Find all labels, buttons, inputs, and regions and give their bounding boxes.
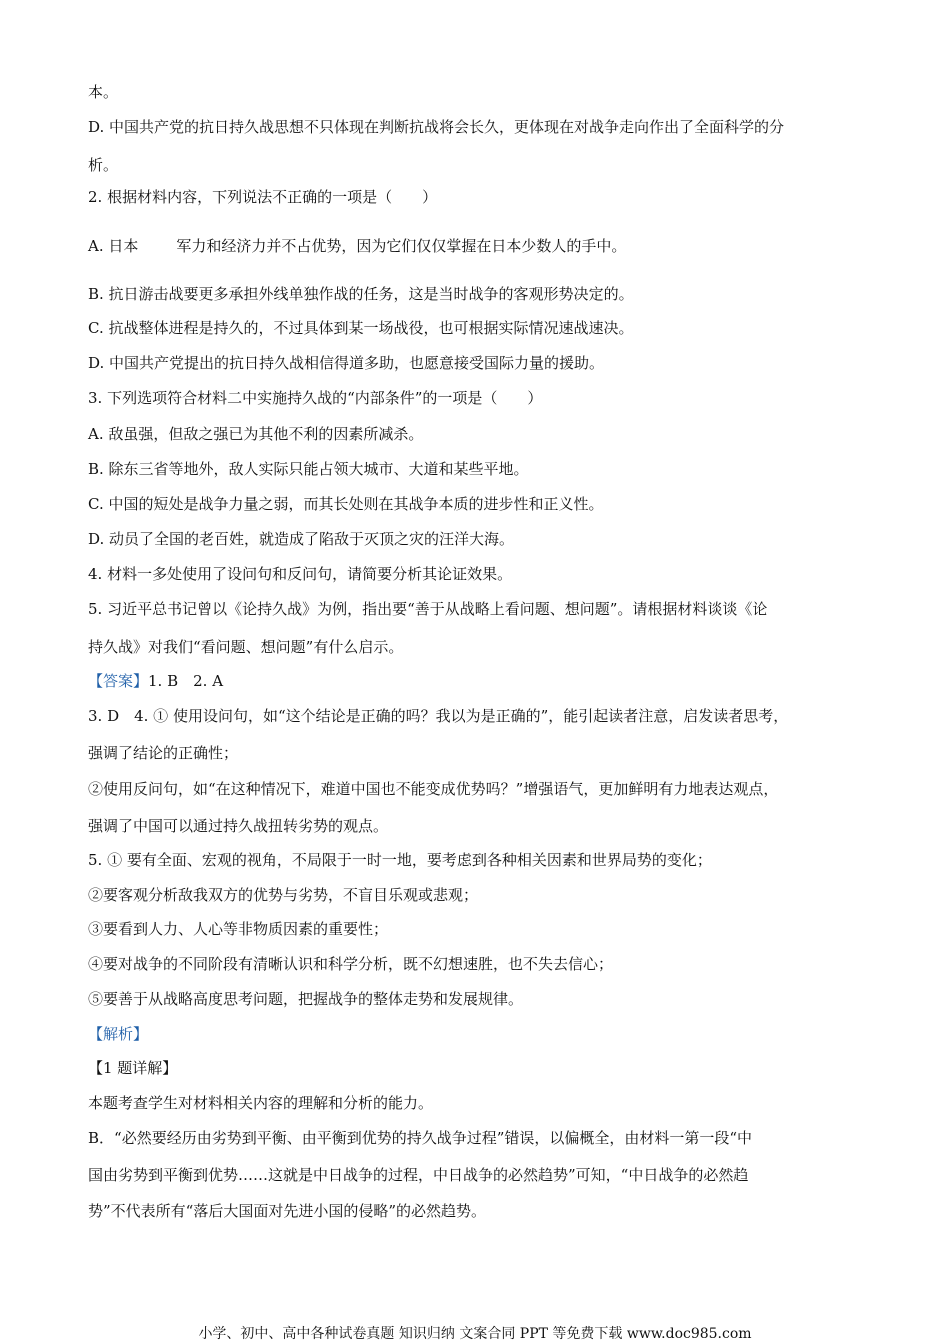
text-line: 持久战》对我们“看问题、想问题”有什么启示。 (88, 638, 404, 656)
option-2c: C. 抗战整体进程是持久的，不过具体到某一场战役，也可根据实际情况速战速决。 (88, 319, 634, 337)
page-footer: 小学、初中、高中各种试卷真题 知识归纳 文案合同 PPT 等免费下载 www.doc985.com (198, 1326, 752, 1342)
question-2-stem: 2. 根据材料内容，下列说法不正确的一项是（ ） (88, 188, 438, 206)
text-line: 国由劣势到平衡到优势……这就是中日战争的过程，中日战争的必然趋势”可知，“中日战争的必然趋 (88, 1166, 749, 1184)
question-4-stem: 4. 材料一多处使用了设问句和反问句，请简要分析其论证效果。 (88, 565, 513, 583)
option-3a: A. 敌虽强，但敌之强已为其他不利的因素所减杀。 (88, 425, 424, 443)
question-3-stem: 3. 下列选项符合材料二中实施持久战的“内部条件”的一项是（ ） (88, 389, 543, 407)
answer-4-line: 3. D 4. ① 使用设问句，如“这个结论是正确的吗？我以为是正确的”，能引起读者注意，启发读者思考， (88, 707, 789, 725)
detail-heading: 【1 题详解】 (88, 1059, 178, 1077)
answer-line (88, 671, 878, 691)
text-line: 强调了结论的正确性； (88, 744, 239, 762)
option-2a-label: A. 日本 (88, 237, 139, 255)
answer-4-item-2: ②使用反问句，如“在这种情况下，难道中国也不能变成优势吗？”增强语气，更加鲜明有力地表达观点， (88, 780, 779, 798)
text-line: 强调了中国可以通过持久战扭转劣势的观点。 (88, 817, 389, 835)
answer-text: 1. B 2. A (148, 672, 224, 690)
option-2a-text: 军力和经济力并不占优势，因为它们仅仅掌握在日本少数人的手中。 (176, 237, 627, 255)
text-line: 析。 (88, 156, 119, 174)
text-line: D. 中国共产党的抗日持久战思想不只体现在判断抗战将会长久，更体现在对战争走向作出了全面科学的分 (88, 118, 785, 136)
text-line: 本题考查学生对材料相关内容的理解和分析的能力。 (88, 1094, 434, 1112)
option-3b: B. 除东三省等地外，敌人实际只能占领大城市、大道和某些平地。 (88, 460, 529, 478)
analysis-b-line: B．“必然要经历由劣势到平衡、由平衡到优势的持久战争过程”错误，以偏概全，由材料一第一段“中 (88, 1129, 753, 1147)
option-2b: B. 抗日游击战要更多承担外线单独作战的任务，这是当时战争的客观形势决定的。 (88, 285, 634, 303)
question-5-stem: 5. 习近平总书记曾以《论持久战》为例，指出要“善于从战略上看问题、想问题”。请根据材料谈谈《论 (88, 600, 768, 618)
answer-5-item-3: ③要看到人力、人心等非物质因素的重要性； (88, 920, 389, 938)
option-2d: D. 中国共产党提出的抗日持久战相信得道多助，也愿意接受国际力量的援助。 (88, 354, 605, 372)
text-line: 本。 (88, 83, 119, 101)
answer-5-item-5: ⑤要善于从战略高度思考问题，把握战争的整体走势和发展规律。 (88, 990, 524, 1008)
option-3c: C. 中国的短处是战争力量之弱，而其长处则在其战争本质的进步性和正义性。 (88, 495, 604, 513)
option-3d: D. 动员了全国的老百姓，就造成了陷敌于灭顶之灾的汪洋大海。 (88, 530, 515, 548)
answer-5-item-4: ④要对战争的不同阶段有清晰认识和科学分析，既不幻想速胜，也不失去信心； (88, 955, 614, 973)
text-line: 势”不代表所有“落后大国面对先进小国的侵略”的必然趋势。 (88, 1202, 487, 1220)
answer-heading: 【答案】 (88, 672, 149, 690)
answer-5-item-1: 5. ① 要有全面、宏观的视角，不局限于一时一地，要考虑到各种相关因素和世界局势的变化； (88, 851, 712, 869)
option-2a (88, 236, 878, 256)
analysis-heading: 【解析】 (88, 1025, 149, 1043)
answer-5-item-2: ②要客观分析敌我双方的优势与劣势，不盲目乐观或悲观； (88, 886, 479, 904)
